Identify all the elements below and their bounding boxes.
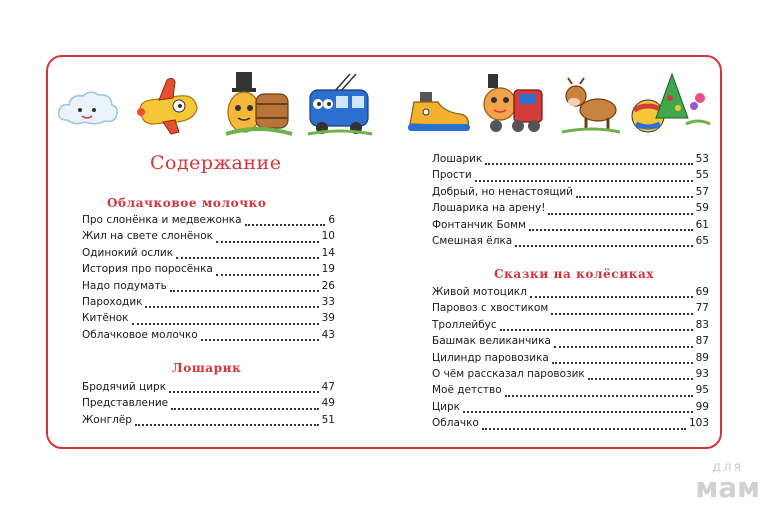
- toc-entry-title: Китёнок: [82, 312, 129, 325]
- toc-entry-title: Жил на свете слонёнок: [82, 230, 214, 243]
- toc-entry: [82, 397, 335, 413]
- toc-entry-title: Жонглёр: [82, 413, 132, 426]
- toc-entry-page: 26: [321, 279, 335, 292]
- toc-leader-dots: [530, 296, 693, 298]
- toc-entry-title: Облачко: [432, 417, 479, 430]
- toc-entry: [432, 202, 709, 218]
- toc-leader-dots: [169, 391, 319, 393]
- toc-leader-dots: [588, 378, 693, 380]
- toc-entry: [432, 335, 709, 351]
- toc-entry: [82, 280, 335, 296]
- toc-entry-page: 59: [695, 202, 709, 215]
- toc-entry-title: Прости: [432, 169, 472, 182]
- toc-leader-dots: [176, 257, 319, 259]
- toc-entry-title: Лошарика на арену!: [432, 202, 546, 215]
- toc-entry-page: 57: [695, 185, 709, 198]
- toc-entry-page: 95: [695, 384, 709, 397]
- toc-entry-page: 83: [695, 318, 709, 331]
- toc-entry-page: 89: [695, 351, 709, 364]
- toc-entry: [82, 414, 335, 430]
- toc-entry-title: Бродячий цирк: [82, 381, 167, 393]
- toc-entry-title: Башмак великанчика: [432, 335, 551, 348]
- toc-entry-title: Одинокий ослик: [82, 246, 174, 259]
- toc-entry-title: Смешная ёлка: [432, 234, 513, 247]
- toc-entry-title: Представление: [82, 397, 169, 410]
- toc-entry-page: 69: [695, 286, 709, 298]
- toc-entry-page: 65: [695, 234, 709, 247]
- toc-entry-page: 77: [695, 302, 709, 315]
- toc-list-skazki: [432, 286, 709, 434]
- toc-entry-title: Фонтанчик Бомм: [432, 218, 526, 231]
- toc-entry-title: Цилиндр паровозика: [432, 351, 549, 364]
- toc-entry: [432, 235, 709, 251]
- toc-entry: [432, 417, 709, 433]
- toc-entry-page: 47: [321, 381, 335, 393]
- section-title-oblachkovoe: Облачковое молочко: [107, 196, 267, 210]
- shoe-icon: [404, 84, 472, 136]
- cloud-icon: [55, 86, 121, 130]
- trolleybus-icon: [304, 72, 374, 136]
- toc-entry: [82, 263, 335, 279]
- toc-entry: [432, 319, 709, 335]
- toc-entry: [432, 384, 709, 400]
- toc-leader-dots: [515, 245, 692, 247]
- toc-entry-title: Добрый, но ненастоящий: [432, 185, 573, 198]
- toc-entry: [82, 296, 335, 312]
- toc-entry-page: 103: [688, 417, 709, 430]
- toc-leader-dots: [171, 408, 319, 410]
- toc-entry: [432, 169, 709, 185]
- toc-entry-title: Троллейбус: [432, 318, 497, 331]
- toc-entry-page: 99: [695, 400, 709, 413]
- toc-leader-dots: [505, 395, 693, 397]
- illustrations-row: [0, 64, 770, 144]
- toc-entry: [82, 230, 335, 246]
- toc-entry-page: 19: [321, 263, 335, 276]
- toc-entry-title: История про поросёнка: [82, 263, 213, 276]
- toc-entry-page: 39: [321, 312, 335, 325]
- toc-entry-title: Паровоз с хвостиком: [432, 302, 549, 315]
- ball-tree-icon: [628, 68, 714, 136]
- toc-entry-page: 10: [321, 230, 335, 243]
- toc-leader-dots: [576, 196, 693, 198]
- toc-leader-dots: [554, 346, 693, 348]
- toc-leader-dots: [482, 428, 686, 430]
- toc-list-losharik-cont: [432, 153, 709, 251]
- toc-entry-page: 51: [321, 413, 335, 426]
- section-title-losharik: Лошарик: [172, 361, 242, 375]
- toc-leader-dots: [245, 224, 326, 226]
- calf-icon: [560, 74, 622, 136]
- toc-entry: [82, 247, 335, 263]
- toc-entry-page: 61: [695, 218, 709, 231]
- toc-entry-page: 43: [321, 328, 335, 341]
- toc-entry-title: Моё детство: [432, 384, 502, 397]
- toc-leader-dots: [551, 313, 692, 315]
- toc-leader-dots: [216, 241, 319, 243]
- toc-entry: [432, 186, 709, 202]
- watermark-line1: для: [712, 460, 744, 475]
- locomotive-icon: [478, 70, 548, 136]
- toc-list-oblachkovoe: [82, 214, 335, 345]
- toc-entry: [432, 401, 709, 417]
- toc-list-losharik: [82, 381, 335, 430]
- toc-leader-dots: [475, 180, 693, 182]
- section-title-skazki: Сказки на колёсиках: [494, 267, 655, 281]
- toc-leader-dots: [201, 339, 319, 341]
- toc-entry-page: 49: [321, 397, 335, 410]
- toc-leader-dots: [170, 290, 319, 292]
- toc-entry: [432, 286, 709, 302]
- toc-entry-page: 6: [328, 214, 335, 226]
- toc-entry: [82, 214, 335, 230]
- toc-entry-page: 93: [695, 367, 709, 380]
- barrel-icon: [222, 66, 294, 138]
- toc-entry-title: Живой мотоцикл: [432, 286, 527, 298]
- contents-title: Содержание: [150, 152, 282, 174]
- toc-leader-dots: [548, 213, 692, 215]
- toc-entry-title: Цирк: [432, 400, 460, 413]
- toc-entry: [432, 302, 709, 318]
- toc-entry-title: Про слонёнка и медвежонка: [82, 214, 242, 226]
- toc-leader-dots: [135, 424, 319, 426]
- toc-entry: [82, 381, 335, 397]
- toc-entry-page: 14: [321, 246, 335, 259]
- toc-entry: [432, 219, 709, 235]
- watermark-line2: мам: [695, 471, 760, 504]
- airplane-icon: [133, 74, 205, 136]
- toc-entry-page: 53: [695, 153, 709, 165]
- toc-entry-title: Пароходик: [82, 295, 143, 308]
- toc-entry-title: О чём рассказал паровозик: [432, 367, 585, 380]
- toc-entry: [432, 352, 709, 368]
- toc-entry-page: 55: [695, 169, 709, 182]
- toc-leader-dots: [529, 229, 693, 231]
- toc-entry: [432, 368, 709, 384]
- toc-entry-title: Облачковое молочко: [82, 328, 198, 341]
- toc-entry: [82, 329, 335, 345]
- toc-entry-title: Лошарик: [432, 153, 483, 165]
- toc-entry: [82, 312, 335, 328]
- watermark: [695, 461, 760, 502]
- toc-leader-dots: [500, 329, 693, 331]
- toc-leader-dots: [552, 362, 693, 364]
- toc-leader-dots: [485, 163, 692, 165]
- toc-entry-page: 33: [321, 295, 335, 308]
- toc-entry-title: Надо подумать: [82, 279, 167, 292]
- toc-entry: [432, 153, 709, 169]
- toc-leader-dots: [145, 306, 318, 308]
- toc-leader-dots: [132, 323, 319, 325]
- toc-leader-dots: [463, 411, 693, 413]
- toc-leader-dots: [216, 274, 319, 276]
- toc-entry-page: 87: [695, 335, 709, 348]
